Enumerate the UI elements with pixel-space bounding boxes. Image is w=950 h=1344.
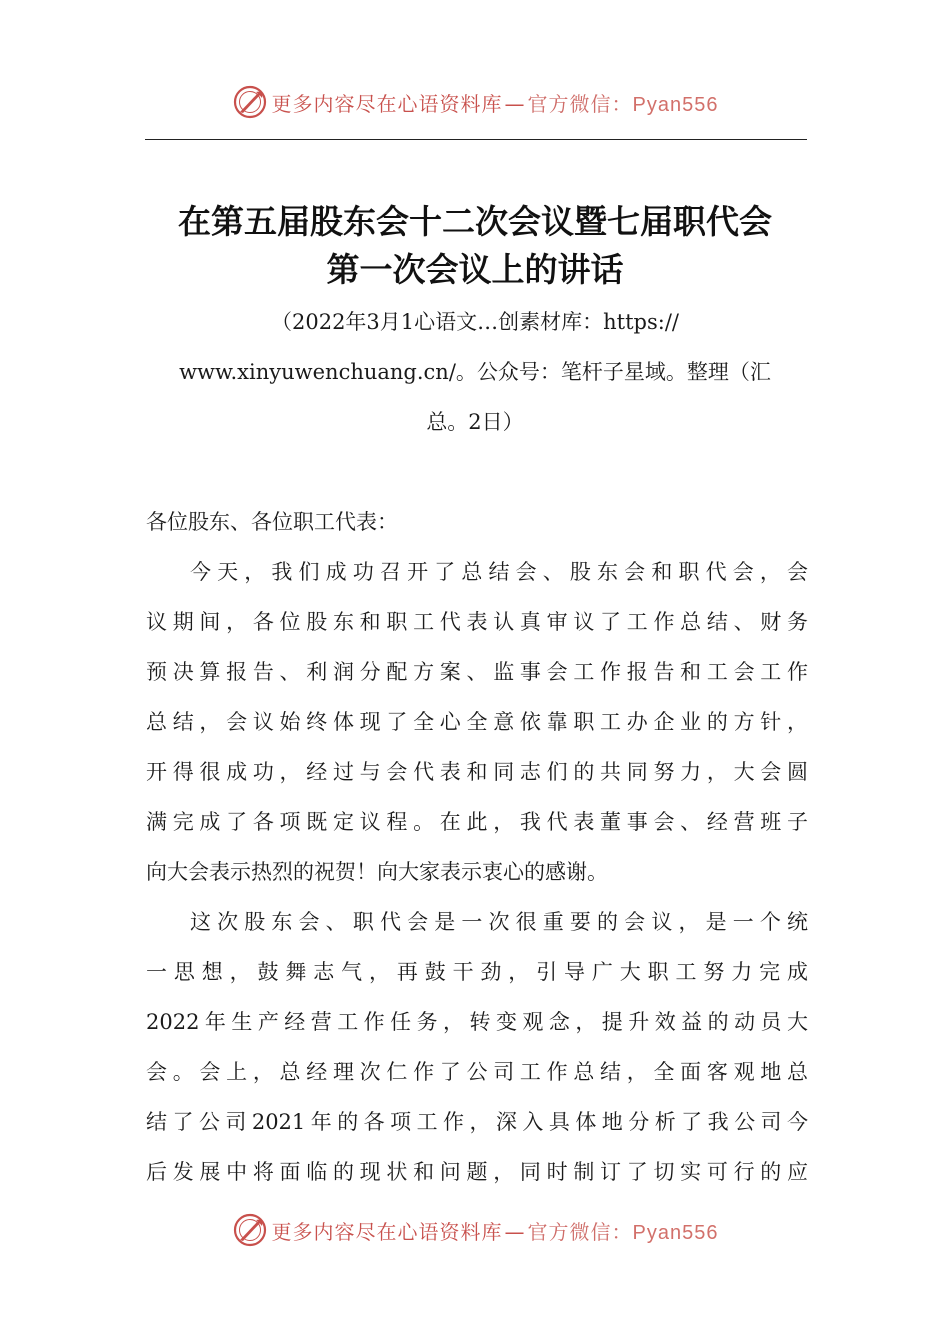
header-divider xyxy=(145,139,807,140)
header-banner-text xyxy=(272,88,719,117)
quill-logo-icon xyxy=(232,84,268,120)
body-line: 议期间，各位股东和职工代表认真审议了工作总结、财务 xyxy=(146,610,808,634)
body-line: 2022年生产经营工作任务，转变观念，提升效益的动员大 xyxy=(146,1010,808,1034)
body-line: 后发展中将面临的现状和问题，同时制订了切实可行的应 xyxy=(146,1160,808,1184)
body-line: 结了公司2021年的各项工作，深入具体地分析了我公司今 xyxy=(146,1110,808,1134)
header-banner-wechat: 官方微信： xyxy=(527,91,633,116)
document-subtitle-line1: （2022年3月1心语文…创素材库：https:// xyxy=(270,310,679,334)
footer-banner-sep: — xyxy=(504,1219,526,1244)
body-line: 总结，会议始终体现了全心全意依靠职工办企业的方针， xyxy=(146,710,808,734)
footer-banner xyxy=(0,1210,950,1250)
body-line: 今天，我们成功召开了总结会、股东会和职代会，会 xyxy=(190,560,808,584)
footer-banner-main: 更多内容尽在心语资料库 xyxy=(271,1219,503,1244)
body-line: 一思想，鼓舞志气，再鼓干劲，引导广大职工努力完成 xyxy=(146,960,808,984)
header-banner xyxy=(0,82,950,122)
footer-banner-id: Pyan556 xyxy=(632,1221,719,1244)
document-title-line1: 在第五届股东会十二次会议暨七届职代会 xyxy=(178,202,772,241)
body-line: 这次股东会、职代会是一次很重要的会议，是一个统 xyxy=(190,910,808,934)
body-line: 开得很成功，经过与会代表和同志们的共同努力，大会圆 xyxy=(146,760,808,784)
document-title-line2: 第一次会议上的讲话 xyxy=(326,250,624,289)
footer-banner-wechat: 官方微信： xyxy=(527,1219,633,1244)
body-line: 向大会表示热烈的祝贺！向大家表示衷心的感谢。 xyxy=(146,860,608,884)
header-banner-main: 更多内容尽在心语资料库 xyxy=(271,91,503,116)
body-line: 满完成了各项既定议程。在此，我代表董事会、经营班子 xyxy=(146,810,808,834)
body-line: 预决算报告、利润分配方案、监事会工作报告和工会工作 xyxy=(146,660,808,684)
header-banner-id: Pyan556 xyxy=(632,93,719,116)
document-subtitle-line2: www.xinyuwenchuang.cn/。公众号：笔杆子星域。整理（汇 xyxy=(179,360,771,384)
header-banner-sep: — xyxy=(504,91,526,116)
quill-logo-icon xyxy=(232,1212,268,1248)
body-line: 会。会上，总经理次仁作了公司工作总结，全面客观地总 xyxy=(146,1060,808,1084)
document-subtitle-line3: 总。2日） xyxy=(426,410,524,434)
footer-banner-text xyxy=(272,1216,719,1245)
salutation: 各位股东、各位职工代表： xyxy=(146,510,398,534)
